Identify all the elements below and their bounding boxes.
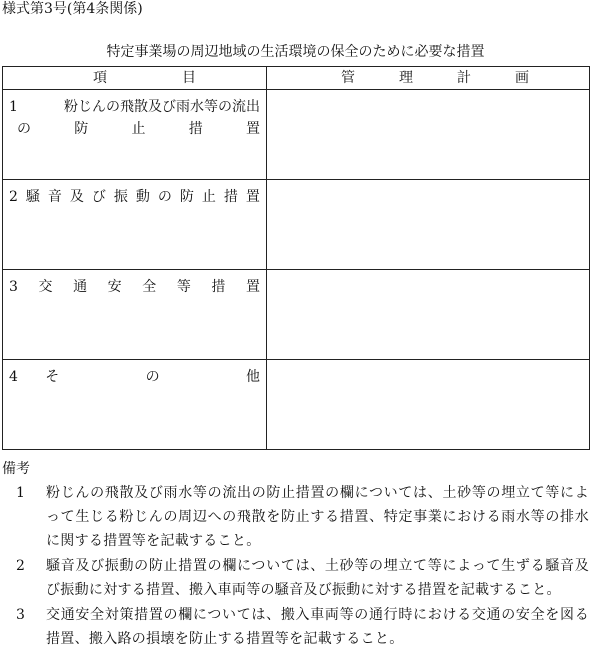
header-plan-char: 計 xyxy=(457,70,471,86)
item-label-char: 全 xyxy=(142,279,157,295)
item-label-char: の xyxy=(157,189,172,205)
plan-cell-dust[interactable] xyxy=(267,90,590,180)
table-row-other xyxy=(3,360,590,450)
item-label-char: 交 xyxy=(38,279,53,295)
header-plan-char: 管 xyxy=(341,70,355,86)
item-label-char: 他 xyxy=(245,369,260,385)
header-plan-cell xyxy=(267,67,590,90)
item-label-char: 措 xyxy=(223,189,238,205)
item-cell xyxy=(3,90,267,180)
table-row-dust xyxy=(3,90,590,180)
item-label-char: 騒 xyxy=(25,189,40,205)
document-title: 特定事業場の周辺地域の生活環境の保全のために必要な措置 xyxy=(106,44,485,60)
header-plan-char: 理 xyxy=(399,70,413,86)
item-cell xyxy=(3,180,267,270)
item-cell xyxy=(3,270,267,360)
remark-number: 3 xyxy=(16,607,25,623)
item-label-char: 措 xyxy=(211,279,226,295)
plan-cell-other[interactable] xyxy=(267,360,590,450)
item-number: 4 xyxy=(9,369,18,385)
remark-item xyxy=(2,554,589,602)
item-label-char: 防 xyxy=(74,121,89,137)
item-label-char: の xyxy=(145,369,160,385)
remark-text: 騒音及び振動の防止措置の欄については、土砂等の埋立て等によって生ずる騒音及び振動に対する措置、搬入車両等の騒音及び振動に対する措置を記載すること。 xyxy=(46,558,589,598)
table-row-traffic xyxy=(3,270,590,360)
item-label-char: 通 xyxy=(73,279,88,295)
remark-text: 交通安全対策措置の欄については、搬入車両等の通行時における交通の安全を図る措置、搬入路の損壊を防止する措置等を記載すること。 xyxy=(46,607,589,647)
remarks-title: 備考 xyxy=(2,461,30,477)
measures-table xyxy=(2,66,590,450)
item-label-char: 安 xyxy=(107,279,122,295)
plan-cell-noise[interactable] xyxy=(267,180,590,270)
form-number-label: 様式第3号(第4条関係) xyxy=(2,1,143,17)
item-label-char: び xyxy=(91,189,106,205)
header-item-cell xyxy=(3,67,267,90)
header-item-char: 目 xyxy=(182,70,196,86)
remark-text: 粉じんの飛散及び雨水等の流出の防止措置の欄については、土砂等の埋立て等によって生じる粉じんの周辺への飛散を防止する措置、特定事業における雨水等の排水に関する措置等を記載すること。 xyxy=(46,485,589,549)
table-row-noise xyxy=(3,180,590,270)
remarks-section xyxy=(2,458,589,651)
item-label-char: 措 xyxy=(188,121,203,137)
header-item-char: 項 xyxy=(93,70,107,86)
item-number: 3 xyxy=(9,279,18,295)
item-number: 1 xyxy=(9,99,18,115)
item-label-char: 音 xyxy=(47,189,62,205)
item-label-char: 動 xyxy=(135,189,150,205)
item-label: 粉じんの飛散及び雨水等の流出 xyxy=(64,99,260,115)
item-label-char: 等 xyxy=(176,279,191,295)
item-number: 2 xyxy=(9,189,18,205)
item-label-char: 振 xyxy=(113,189,128,205)
remark-item xyxy=(2,481,589,553)
item-label-char: 置 xyxy=(245,189,260,205)
item-label-char: の xyxy=(17,121,31,137)
item-label-char: 止 xyxy=(131,121,146,137)
item-label-char: 置 xyxy=(245,279,260,295)
item-label-char: 置 xyxy=(246,121,260,137)
plan-cell-traffic[interactable] xyxy=(267,270,590,360)
item-label-char: 防 xyxy=(179,189,194,205)
item-label-char: そ xyxy=(45,369,60,385)
item-label-char: 止 xyxy=(201,189,216,205)
remark-item xyxy=(2,603,589,651)
item-cell xyxy=(3,360,267,450)
remark-number: 1 xyxy=(16,485,25,501)
remark-number: 2 xyxy=(16,558,25,574)
header-plan-char: 画 xyxy=(515,70,529,86)
item-label-char: 及 xyxy=(69,189,84,205)
table-header-row xyxy=(3,67,590,90)
